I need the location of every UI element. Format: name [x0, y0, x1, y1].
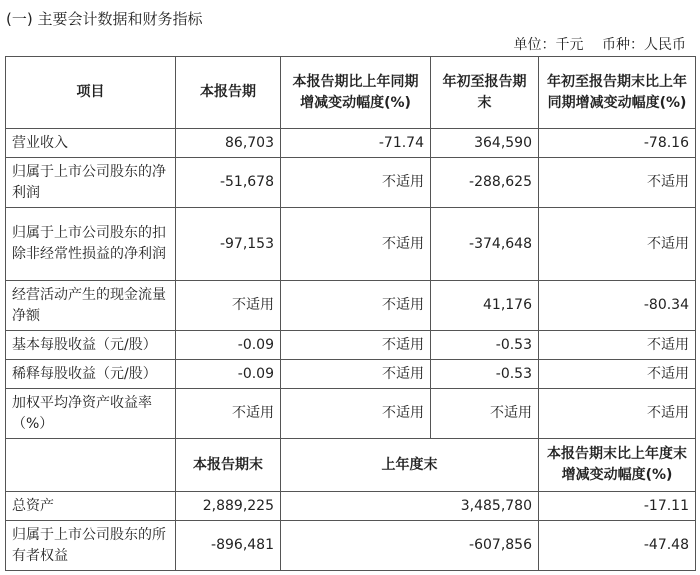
row-ytd: -0.53 [431, 360, 539, 389]
row-item: 归属于上市公司股东的扣除非经常性损益的净利润 [6, 208, 176, 281]
header-period-end: 本报告期末 [176, 439, 281, 492]
row-item: 稀释每股收益（元/股） [6, 360, 176, 389]
row-item: 经营活动产生的现金流量净额 [6, 281, 176, 331]
row-last-year-end: 3,485,780 [281, 492, 539, 521]
row-period-end: -896,481 [176, 521, 281, 571]
row-period-change: 不适用 [281, 208, 431, 281]
table-row [6, 208, 696, 281]
table-row [6, 331, 696, 360]
table-row [6, 389, 696, 439]
row-period: -0.09 [176, 360, 281, 389]
row-item: 营业收入 [6, 129, 176, 158]
row-period-change: 不适用 [281, 281, 431, 331]
row-ytd-change: -80.34 [539, 281, 696, 331]
header-item: 项目 [6, 57, 176, 129]
row-item: 归属于上市公司股东的净利润 [6, 158, 176, 208]
row-ytd: -288,625 [431, 158, 539, 208]
row-period-change: -71.74 [281, 129, 431, 158]
row-last-year-end: -607,856 [281, 521, 539, 571]
table-row [6, 492, 696, 521]
row-change: -17.11 [539, 492, 696, 521]
financial-table [5, 56, 696, 571]
row-period: -51,678 [176, 158, 281, 208]
row-ytd: 364,590 [431, 129, 539, 158]
row-ytd-change: 不适用 [539, 389, 696, 439]
row-ytd-change: 不适用 [539, 208, 696, 281]
row-ytd-change: 不适用 [539, 331, 696, 360]
row-change: -47.48 [539, 521, 696, 571]
subheader-blank [6, 439, 176, 492]
header-period-change: 本报告期比上年同期增减变动幅度(%) [281, 57, 431, 129]
row-period: -0.09 [176, 331, 281, 360]
header-ytd-change: 年初至报告期末比上年同期增减变动幅度(%) [539, 57, 696, 129]
table-row [6, 360, 696, 389]
row-period-change: 不适用 [281, 331, 431, 360]
row-item: 总资产 [6, 492, 176, 521]
row-item: 基本每股收益（元/股） [6, 331, 176, 360]
row-item: 加权平均净资产收益率（%） [6, 389, 176, 439]
table-row [6, 281, 696, 331]
row-period-change: 不适用 [281, 158, 431, 208]
table-subheader-row [6, 439, 696, 492]
row-period: -97,153 [176, 208, 281, 281]
row-period: 86,703 [176, 129, 281, 158]
header-change: 本报告期末比上年度末增减变动幅度(%) [539, 439, 696, 492]
header-ytd: 年初至报告期末 [431, 57, 539, 129]
section-title: (一) 主要会计数据和财务指标 [6, 10, 203, 28]
table-row [6, 158, 696, 208]
header-last-year-end: 上年度末 [281, 439, 539, 492]
unit-label: 单位：千元 [513, 37, 584, 53]
row-ytd: -374,648 [431, 208, 539, 281]
table-header-row [6, 57, 696, 129]
unit-line [500, 34, 686, 54]
row-ytd: -0.53 [431, 331, 539, 360]
row-period-end: 2,889,225 [176, 492, 281, 521]
row-period-change: 不适用 [281, 360, 431, 389]
table-row [6, 521, 696, 571]
table-row [6, 129, 696, 158]
row-ytd: 41,176 [431, 281, 539, 331]
row-ytd-change: -78.16 [539, 129, 696, 158]
row-period: 不适用 [176, 389, 281, 439]
currency-label: 币种：人民币 [602, 37, 686, 53]
row-ytd-change: 不适用 [539, 158, 696, 208]
row-ytd: 不适用 [431, 389, 539, 439]
row-period-change: 不适用 [281, 389, 431, 439]
row-item: 归属于上市公司股东的所有者权益 [6, 521, 176, 571]
row-period: 不适用 [176, 281, 281, 331]
header-period: 本报告期 [176, 57, 281, 129]
row-ytd-change: 不适用 [539, 360, 696, 389]
